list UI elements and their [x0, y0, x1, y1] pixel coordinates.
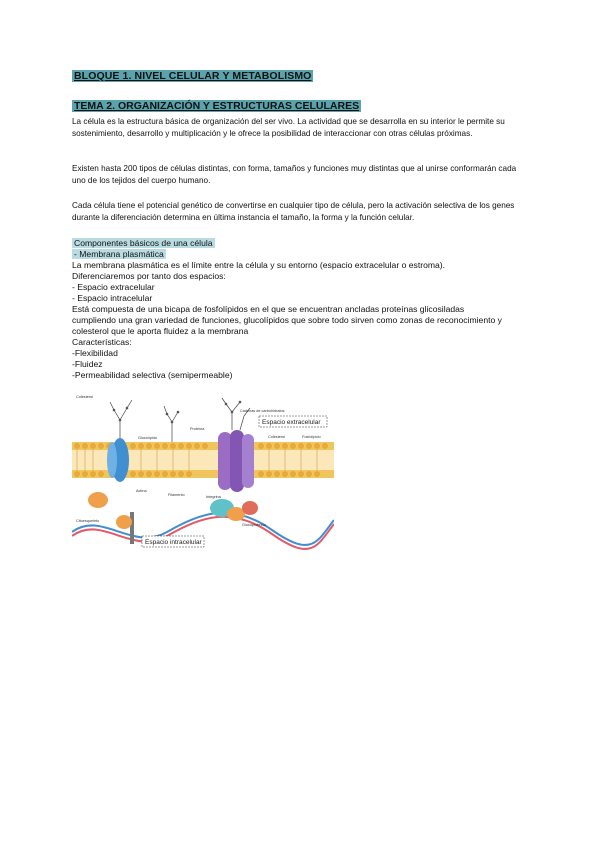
integrina-label: Integrina: [206, 495, 221, 499]
section-line: Diferenciaremos por tanto dos espacios:: [72, 271, 226, 281]
paragraph-intro: La célula es la estructura básica de organización del ser vivo. La actividad que se desarrolla en su interior le permite su sostenimiento, desarrollo y multiplicación y le ofrece la posibilidad de interaccionar con otras células próximas.: [72, 117, 505, 138]
section-line: Está compuesta de una bicapa de fosfolípidos en el que se encuentran ancladas proteínas glicosiladas: [72, 304, 465, 314]
actina-label: Actina: [136, 489, 147, 493]
section-line: -Flexibilidad: [72, 348, 118, 358]
proteina-label: Proteína: [190, 427, 205, 431]
section-line: colesterol que le aporta fluidez a la membrana: [72, 326, 249, 336]
tema-title-text: TEMA 2. ORGANIZACIÓN Y ESTRUCTURAS CELULARES: [74, 100, 360, 112]
integrin-partner-2: [242, 501, 258, 515]
carbohydrate-nodes: [113, 401, 242, 424]
section-line: La membrana plasmática es el límite entre la célula y su entorno (espacio extracelular o estroma).: [72, 260, 446, 270]
section-line: cumpliendo una gran variedad de funciones, glucolípidos que sobre todo sirven como zonas de reconocimiento y: [72, 315, 502, 325]
extracelular-label: Espacio extracelular: [262, 419, 321, 426]
bloque-title-text: BLOQUE 1. NIVEL CELULAR Y METABOLISMO: [74, 70, 312, 82]
peripheral-protein-left: [88, 492, 108, 508]
section-line: - Espacio intracelular: [72, 293, 153, 303]
transmembrane-protein-c: [242, 434, 254, 488]
section-line: -Fluidez: [72, 359, 103, 369]
colesterol-label: Colesterol: [268, 435, 286, 439]
paragraph-genetic: Cada célula tiene el potencial genético de convertirse en cualquier tipo de célula, pero la activación selectiva de los genes durante la diferenciación determina en última instancia el tamaño, la forma y la función celular.: [72, 201, 515, 222]
fosfolipido-label: Fosfolípido: [302, 435, 321, 439]
section-line: - Espacio extracelular: [72, 282, 155, 292]
colesterol-top-label: Colesterol: [76, 395, 94, 399]
section-line: -Permeabilidad selectiva (semipermeable): [72, 370, 233, 380]
peripheral-protein-mid: [116, 515, 132, 529]
membrane-section: [72, 238, 532, 381]
channel-protein-left-side: [107, 442, 117, 478]
intracelular-label: Espacio intracelular: [145, 539, 202, 546]
bloque-title: [72, 70, 313, 82]
section-heading: Componentes básicos de una célula: [74, 238, 213, 248]
glucoproteina-label: Glucoproteína: [242, 523, 266, 527]
glucolipido-label: Glucolípido: [138, 436, 157, 440]
transmembrane-protein-a: [218, 432, 232, 490]
section-subheading: - Membrana plasmática: [74, 249, 164, 259]
filamento-label: Filamento: [168, 493, 185, 497]
transmembrane-protein-b: [230, 430, 244, 492]
paragraph-cell-types: Existen hasta 200 tipos de células distintas, con forma, tamaños y funciones muy distintas que al unirse conformarán cada uno de los tejidos del cuerpo humano.: [72, 164, 517, 185]
citoesqueleto-label: Citoesqueleto: [76, 519, 100, 523]
tema-title: [72, 100, 361, 112]
cadena-label: Cadenas de carbohidratos: [240, 409, 285, 413]
membrane-diagram: [72, 392, 334, 552]
section-line: Características:: [72, 337, 132, 347]
